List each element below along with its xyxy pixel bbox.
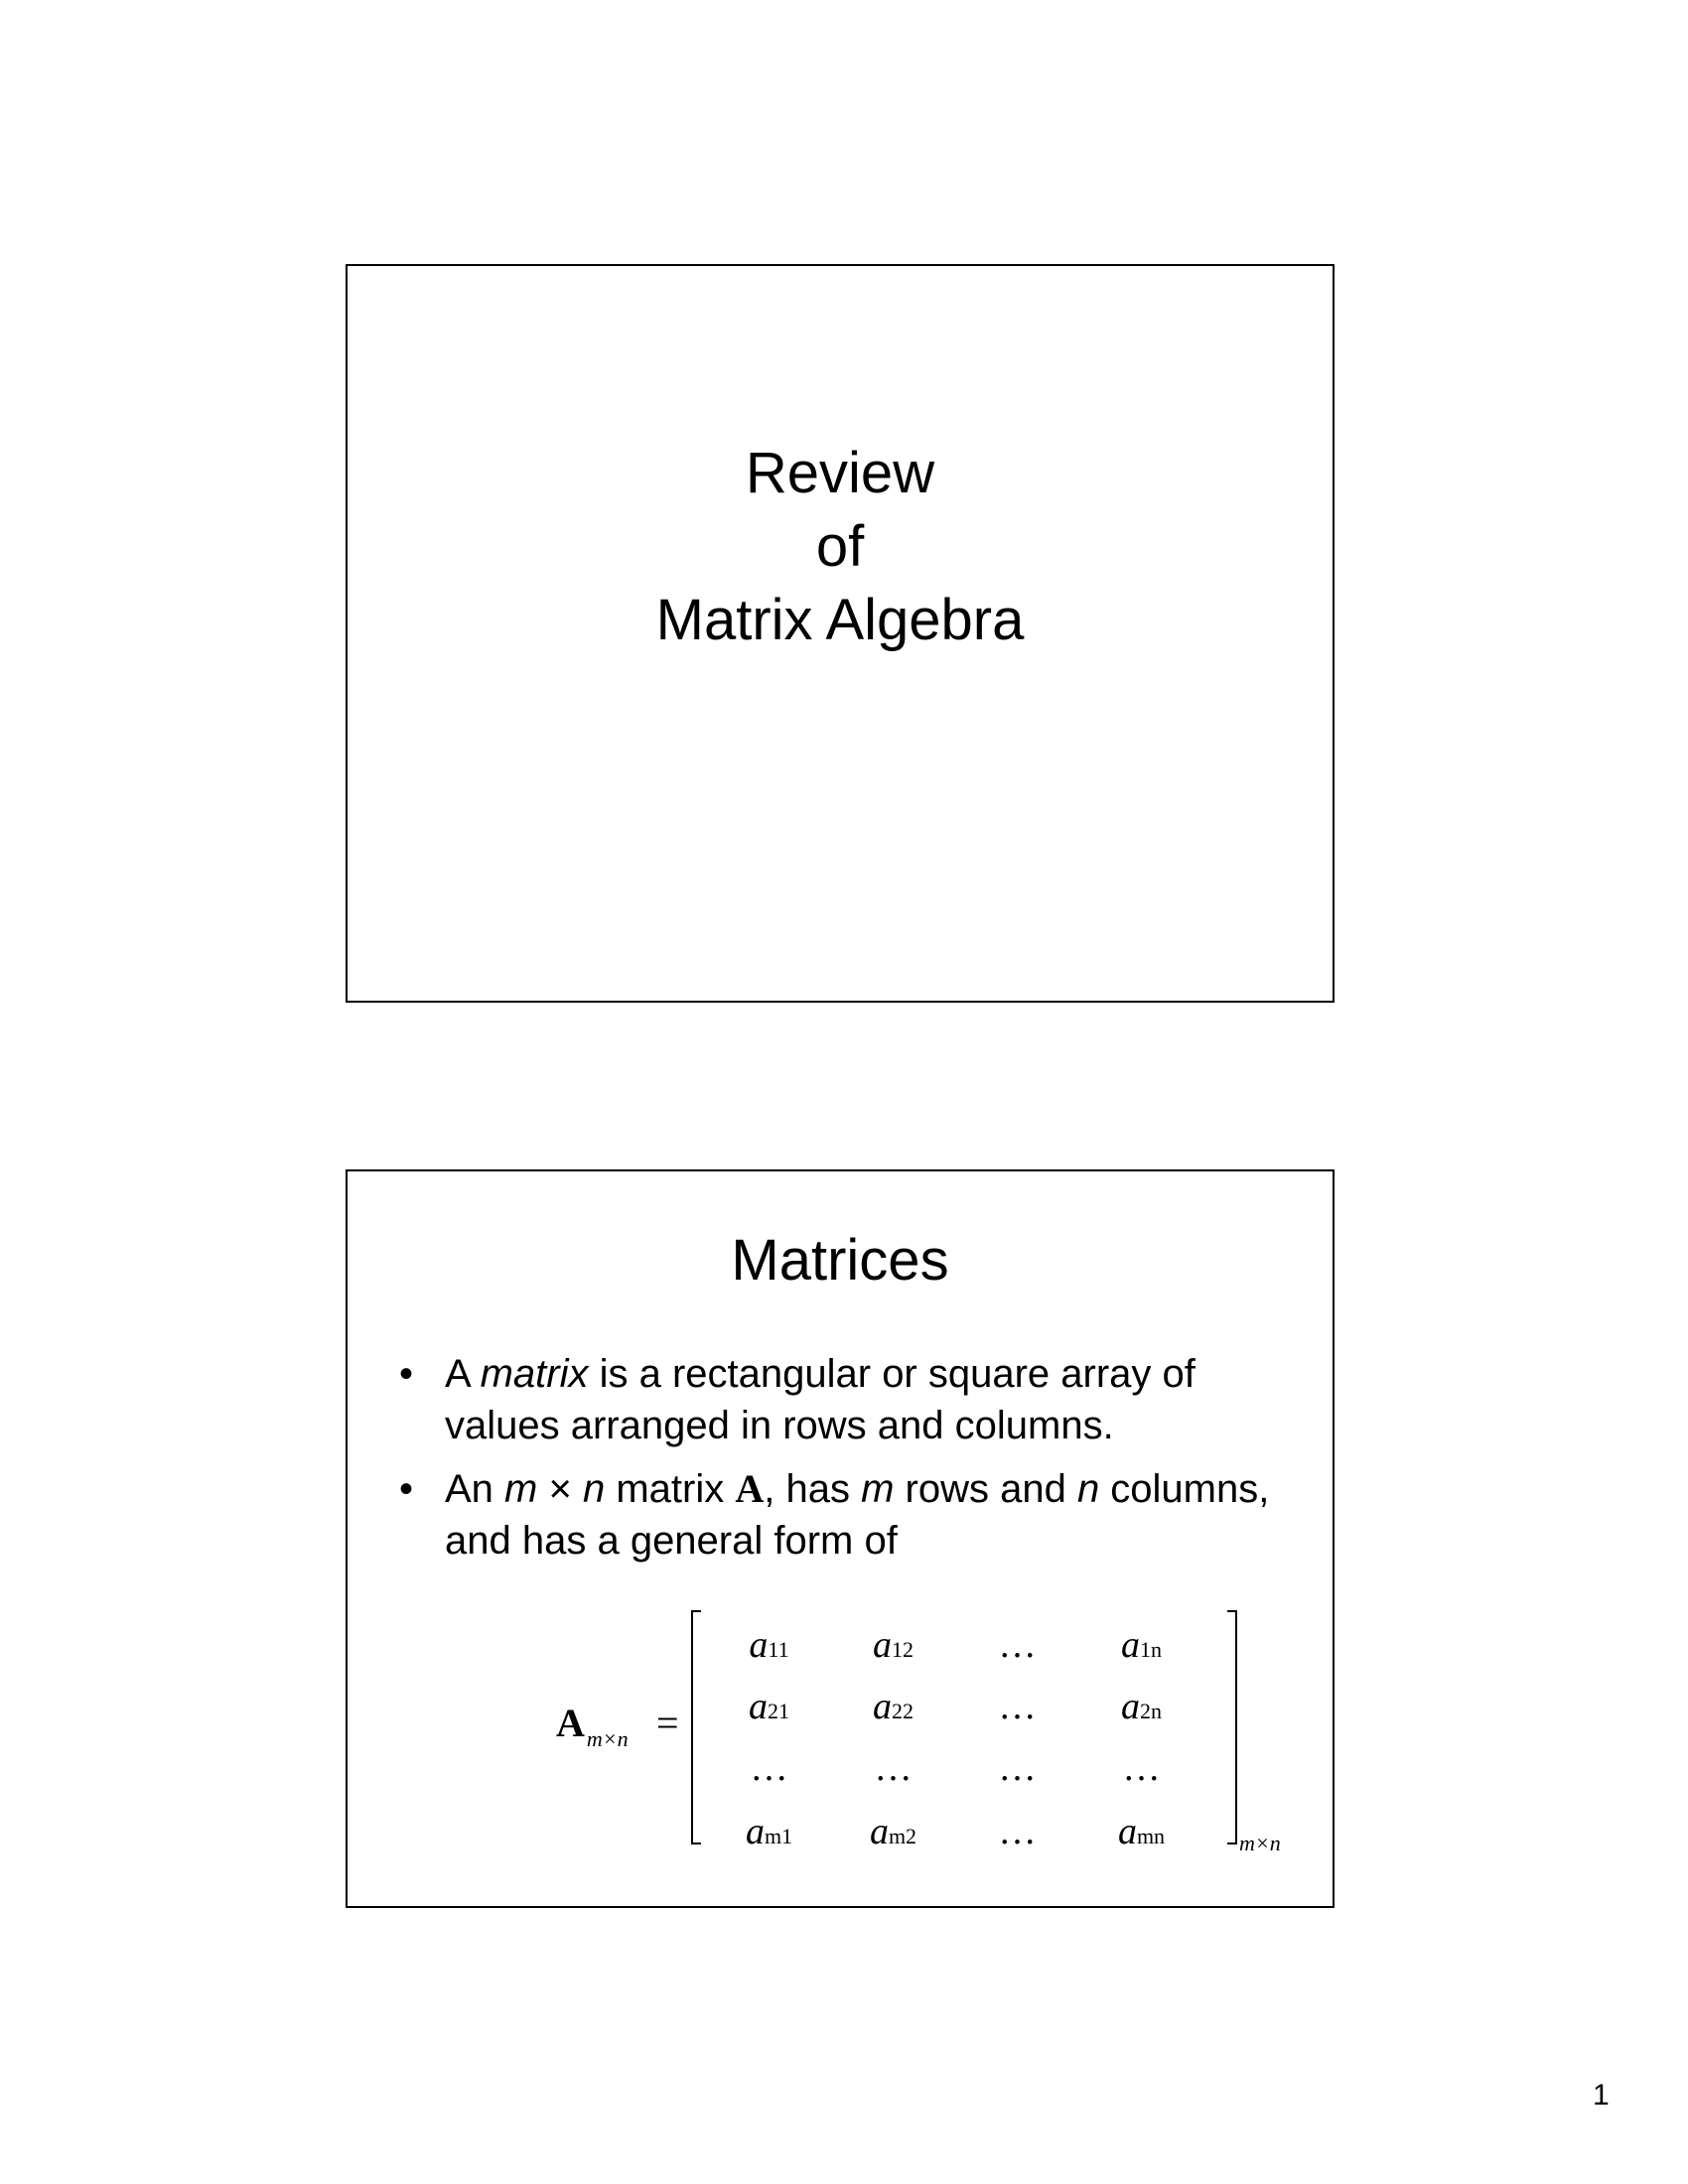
matrix-cell: … [1122, 1747, 1161, 1789]
matrix-row [707, 1676, 1223, 1737]
matrix-dimension-subscript: m×n [1239, 1831, 1281, 1855]
matrix-cell: a1n [1121, 1624, 1162, 1666]
slide-heading: Matrices [731, 1228, 949, 1293]
matrix-cell: a2n [1121, 1686, 1162, 1727]
bullet-item [399, 1348, 1293, 1451]
matrix-cell: … [750, 1747, 788, 1789]
bullet-list [399, 1348, 1293, 1578]
matrix-cell: a22 [873, 1686, 914, 1727]
equals-sign: = [656, 1701, 679, 1745]
matrix-cell: am1 [745, 1811, 793, 1852]
matrix-cell: … [998, 1747, 1037, 1789]
bullet-dot-icon: • [399, 1352, 414, 1396]
matrix-cell: … [874, 1747, 913, 1789]
slide-title-review [346, 264, 1335, 1003]
matrix-row [707, 1801, 1223, 1862]
matrix-cell: … [998, 1624, 1037, 1666]
matrix-cell: am2 [869, 1811, 917, 1852]
bullet-dot-icon: • [399, 1467, 414, 1511]
right-bracket [1227, 1610, 1237, 1844]
matrix-equation [556, 1608, 1281, 1856]
matrix-grid [707, 1614, 1223, 1862]
matrix-cell: a12 [873, 1624, 914, 1666]
page-number: 1 [1593, 2079, 1610, 2112]
matrix-cell: … [998, 1811, 1037, 1852]
slide-matrices [346, 1169, 1335, 1908]
matrix-cell: a11 [749, 1624, 789, 1666]
left-bracket [691, 1610, 701, 1844]
matrix-cell: a21 [749, 1686, 789, 1727]
matrix-cell: … [998, 1686, 1037, 1727]
bullet-text: A matrix is a rectangular or square array of values arranged in rows and columns. [445, 1352, 1196, 1447]
emphasis-matrix: matrix [480, 1352, 589, 1396]
matrix-symbol: A [735, 1466, 765, 1511]
matrix-row [707, 1614, 1223, 1676]
title-line: of [815, 514, 865, 579]
title-line: Matrix Algebra [655, 588, 1025, 652]
bullet-text: An m × n matrix A, has m rows and n columns, and has a general form of [445, 1466, 1270, 1563]
bullet-item [399, 1463, 1293, 1567]
matrix-cell: amn [1117, 1811, 1166, 1852]
equation-lhs: $A_{m\times n}$ [556, 1701, 629, 1751]
slide-title [348, 437, 1333, 657]
matrix-row [707, 1737, 1223, 1799]
title-line: Review [745, 441, 935, 505]
